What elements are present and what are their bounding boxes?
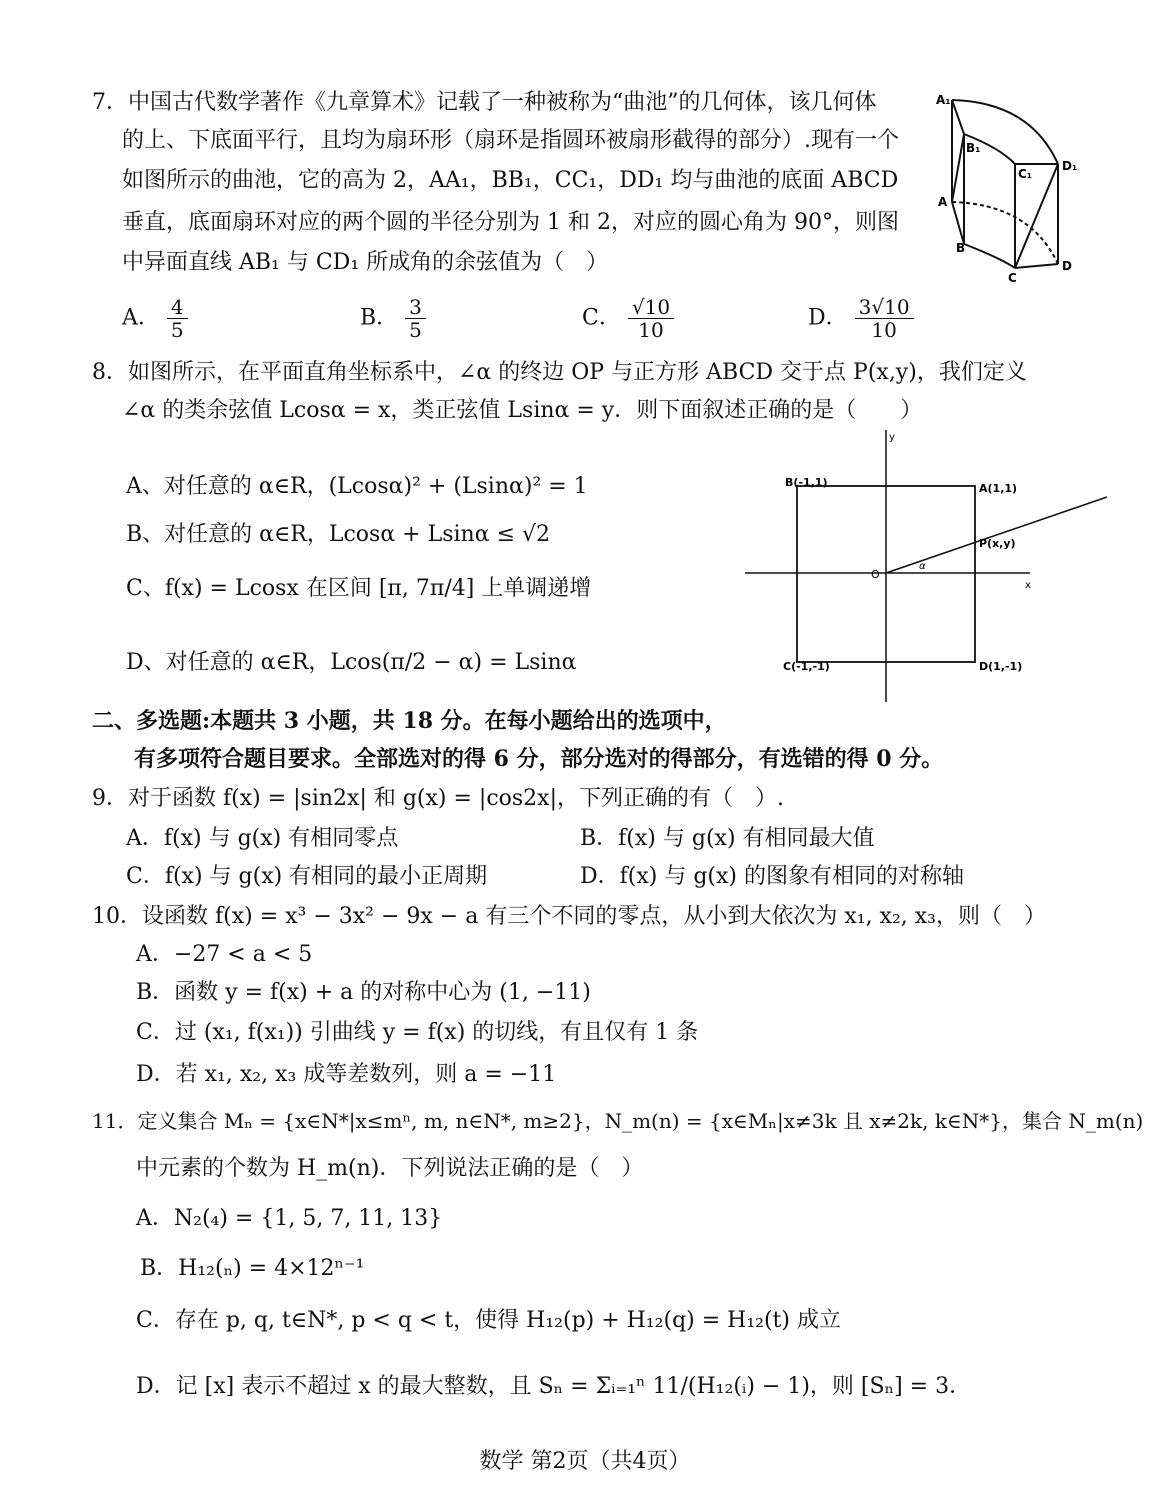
fig7-label-b: B: [956, 241, 966, 255]
q11-option-a[interactable]: A．N₂(₄) = {1, 5, 7, 11, 13}: [136, 1206, 443, 1231]
section-2-subtitle: 有多项符合题目要求。全部选对的得 6 分，部分选对的得部分，有选错的得 0 分。: [134, 746, 944, 772]
q7-option-d[interactable]: [808, 296, 914, 341]
q9-option-d[interactable]: D．f(x) 与 g(x) 的图象有相同的对称轴: [580, 864, 964, 889]
q7-option-d-fraction: $\frac{3√10}{10}$: [855, 296, 914, 341]
fig8-label-o: O: [871, 568, 880, 581]
fig7-label-a1: A₁: [936, 93, 951, 107]
fig7-label-d: D: [1062, 259, 1072, 273]
coordinate-square-figure: [745, 430, 1110, 705]
fig7-label-c1: C₁: [1018, 167, 1033, 181]
fig8-label-y: y: [889, 432, 895, 443]
q7-line-3: 如图所示的曲池，它的高为 2，AA₁，BB₁，CC₁，DD₁ 均与曲池的底面 ABCD: [122, 168, 899, 193]
fig8-label-a: A(1,1): [979, 482, 1018, 495]
q11-stem-line-1: 11．定义集合 Mₙ = {x∈N*|x≤mⁿ, m, n∈N*, m≥2}，N_m(n) = {x∈Mₙ|x≠3k 且 x≠2k, k∈N*}，集合 N_m(n): [92, 1109, 1144, 1133]
q10-option-c[interactable]: C．过 (x₁, f(x₁)) 引曲线 y = f(x) 的切线，有且仅有 1 条: [136, 1020, 699, 1045]
q8-option-b[interactable]: B、对任意的 α∈R，Lcosα + Lsinα ≤ √2: [126, 522, 551, 547]
q7-option-b-fraction: $\frac{3}{5}$: [405, 296, 426, 341]
curved-pool-figure: [930, 88, 1090, 288]
q7-line-1: 7．中国古代数学著作《九章算术》记载了一种被称为“曲池”的几何体，该几何体: [92, 90, 877, 115]
section-2-title: 二、多选题:本题共 3 小题，共 18 分。在每小题给出的选项中，: [92, 708, 727, 734]
q7-option-c[interactable]: [582, 296, 674, 341]
q7-option-a-label: A．: [122, 305, 160, 331]
fig8-label-x: x: [1025, 580, 1031, 591]
q11-option-b[interactable]: B．H₁₂(ₙ) = 4×12ⁿ⁻¹: [140, 1256, 365, 1281]
fig7-label-a: A: [938, 195, 948, 209]
q11-stem-line-2: 中元素的个数为 H_m(n)．下列说法正确的是（ ）: [136, 1156, 644, 1181]
q8-option-c[interactable]: C、f(x) = Lcosx 在区间 [π, 7π/4] 上单调递增: [126, 576, 592, 601]
q7-option-a[interactable]: [122, 296, 188, 341]
q10-option-b[interactable]: B．函数 y = f(x) + a 的对称中心为 (1, −11): [136, 980, 591, 1005]
q8-line-1: 8．如图所示，在平面直角坐标系中，∠α 的终边 OP 与正方形 ABCD 交于点 P(x,y)，我们定义: [92, 360, 1027, 385]
q7-option-d-label: D．: [808, 305, 848, 331]
q9-option-c[interactable]: C．f(x) 与 g(x) 有相同的最小正周期: [126, 864, 488, 889]
q9-stem: 9．对于函数 f(x) = |sin2x| 和 g(x) = |cos2x|，下列正确的有（ ）.: [92, 786, 784, 811]
fig8-label-p: P(x,y): [979, 537, 1016, 550]
q7-option-a-fraction: $\frac{4}{5}$: [167, 296, 188, 341]
fig8-label-b: B(-1,1): [785, 476, 828, 489]
fig7-label-c: C: [1008, 271, 1017, 285]
q7-option-b[interactable]: [360, 296, 426, 341]
q7-line-2: 的上、下底面平行，且均为扇环形（扇环是指圆环被扇形截得的部分）.现有一个: [122, 128, 899, 153]
fig7-label-d1: D₁: [1062, 159, 1078, 173]
q7-option-c-label: C．: [582, 305, 621, 331]
q8-line-2: ∠α 的类余弦值 Lcosα = x，类正弦值 Lsinα = y．则下面叙述正确的是（ ）: [122, 398, 923, 423]
q10-stem: 10．设函数 f(x) = x³ − 3x² − 9x − a 有三个不同的零点，从小到大依次为 x₁, x₂, x₃，则（ ）: [92, 904, 1046, 929]
fig8-label-c: C(-1,-1): [783, 660, 830, 673]
q7-option-c-fraction: $\frac{√10}{10}$: [628, 296, 674, 341]
q7-line-5: 中异面直线 AB₁ 与 CD₁ 所成角的余弦值为（ ）: [122, 250, 609, 275]
fig8-label-alpha: α: [919, 561, 926, 572]
q9-option-b[interactable]: B．f(x) 与 g(x) 有相同最大值: [580, 826, 875, 851]
q9-option-a[interactable]: A．f(x) 与 g(x) 有相同零点: [126, 826, 399, 851]
fig8-label-d: D(1,-1): [979, 660, 1023, 673]
q11-option-d[interactable]: D．记 [x] 表示不超过 x 的最大整数，且 Sₙ = Σᵢ₌₁ⁿ 11/(H₁₂(ᵢ) − 1)，则 [Sₙ] = 3．: [136, 1374, 972, 1399]
q7-line-4: 垂直，底面扇环对应的两个圆的半径分别为 1 和 2，对应的圆心角为 90°，则图: [122, 210, 899, 235]
q8-option-a[interactable]: A、对任意的 α∈R，(Lcosα)² + (Lsinα)² = 1: [126, 474, 588, 499]
fig7-label-b1: B₁: [966, 141, 981, 155]
page-footer: 数学 第2页（共4页）: [479, 1449, 691, 1474]
q7-option-b-label: B．: [360, 305, 399, 331]
q8-option-d[interactable]: D、对任意的 α∈R，Lcos(π/2 − α) = Lsinα: [126, 650, 577, 675]
q11-option-c[interactable]: C．存在 p, q, t∈N*, p < q < t，使得 H₁₂(p) + H₁₂(q) = H₁₂(t) 成立: [136, 1308, 841, 1333]
q10-option-a[interactable]: A．−27 < a < 5: [136, 942, 313, 967]
q10-option-d[interactable]: D．若 x₁, x₂, x₃ 成等差数列，则 a = −11: [136, 1062, 557, 1087]
